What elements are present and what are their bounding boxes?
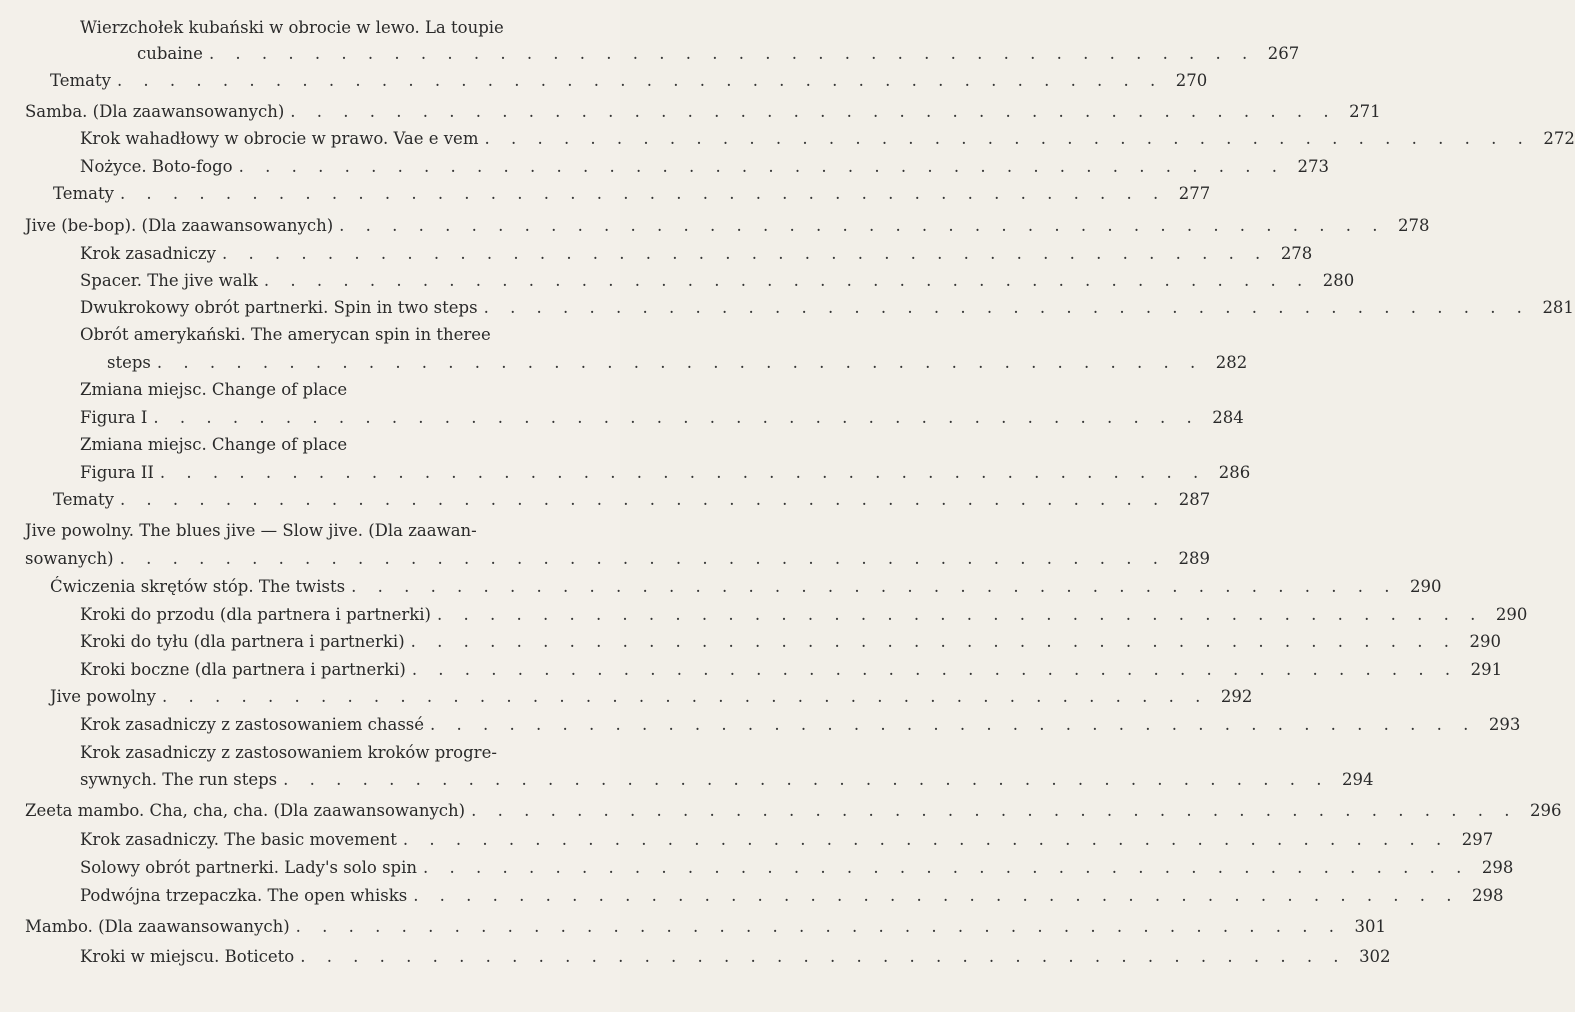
toc-page-number: 298 xyxy=(1472,886,1504,905)
dot-leader: . . . . . . . . . . . . . . . . . . . . . . . . . . . . . . . . . . . . . . . . xyxy=(119,184,1167,203)
toc-entry-title: Podwójna trzepaczka. The open whisks xyxy=(80,886,408,905)
toc-line xyxy=(25,547,1210,571)
toc-entry-title: Wierzchołek kubański w obrocie w lewo. La toupie xyxy=(80,18,504,37)
dot-leader: . . . . . . . . . . . . . . . . . . . . . . . . . . . . . . . . . . . . . . . . xyxy=(290,102,1337,121)
toc-page-number: 271 xyxy=(1349,102,1381,121)
toc-entry-title: Krok zasadniczy z zastosowaniem kroków progre- xyxy=(80,743,497,762)
toc-entry-title: Zmiana miejsc. Change of place xyxy=(80,380,348,399)
toc-entry-title: Kroki do tyłu (dla partnera i partnerki) xyxy=(80,632,405,651)
toc-line xyxy=(80,155,1329,179)
toc-page-number: 277 xyxy=(1178,184,1211,203)
toc-line xyxy=(80,433,600,457)
toc-page-number: 286 xyxy=(1218,463,1251,482)
toc-line xyxy=(25,799,1562,823)
toc-entry-title: Tematy xyxy=(50,71,111,90)
toc-page-number: 281 xyxy=(1542,298,1574,317)
toc-entry-title: Tematy xyxy=(53,490,114,509)
toc-page-number: 293 xyxy=(1488,715,1521,734)
toc-entry-title: Obrót amerykański. The amerycan spin in theree xyxy=(80,325,491,344)
toc-page-number: 290 xyxy=(1409,577,1442,596)
dot-leader: . . . . . . . . . . . . . . . . . . . . . . . . . . . . . . . . . . . . . . . . xyxy=(263,271,1311,290)
dot-leader: . . . . . . . . . . . . . . . . . . . . . . . . . . . . . . . . . . . . . . . . xyxy=(238,157,1285,176)
toc-line xyxy=(50,575,1442,599)
toc-line xyxy=(80,630,1502,654)
toc-page-number: 280 xyxy=(1322,271,1355,290)
toc-line xyxy=(80,741,600,765)
toc-line xyxy=(137,42,1300,66)
toc-entry-title: sowanych) xyxy=(25,549,114,568)
toc-entry-title: cubaine xyxy=(137,44,203,63)
toc-line xyxy=(80,378,600,402)
toc-entry-title: Ćwiczenia skrętów stóp. The twists xyxy=(50,577,346,596)
toc-entry-title: Kroki w miejscu. Boticeto xyxy=(80,947,295,966)
toc-entry-title: Figura II xyxy=(80,463,154,482)
toc-entry-title: Zmiana miejsc. Change of place xyxy=(80,435,348,454)
dot-leader: . . . . . . . . . . . . . . . . . . . . . . . . . . . . . . . . . . . . . . . . xyxy=(119,549,1166,568)
toc-entry-title: Figura I xyxy=(80,408,148,427)
toc-entry-title: Jive powolny. The blues jive — Slow jive. (Dla zaawan- xyxy=(25,521,477,540)
dot-leader: . . . . . . . . . . . . . . . . . . . . . . . . . . . . . . . . . . . . . . . . xyxy=(402,830,1450,849)
toc-page-number: 273 xyxy=(1297,157,1329,176)
dot-leader: . . . . . . . . . . . . . . . . . . . . . . . . . . . . . . . . . . . . . . . . xyxy=(423,858,1470,877)
toc-line xyxy=(50,69,1208,93)
toc-page-number: 301 xyxy=(1354,917,1387,936)
dot-leader: . . . . . . . . . . . . . . . . . . . . . . . . . . . . . . . . . . . . . . . . xyxy=(295,917,1343,936)
toc-entry-title: Spacer. The jive walk xyxy=(80,271,258,290)
dot-leader: . . . . . . . . . . . . . . . . . . . . . . . . . . . . . . . . . . . . . . . . xyxy=(430,715,1477,734)
toc-line xyxy=(80,242,1313,266)
toc-page-number: 302 xyxy=(1359,947,1391,966)
dot-leader: . . . . . . . . . . . . . . . . . . . . . . . . . . . . . . . . . . . . . . . . xyxy=(483,298,1530,317)
toc-entry-title: Krok zasadniczy xyxy=(80,244,216,263)
toc-entry-title: Samba. (Dla zaawansowanych) xyxy=(25,102,285,121)
toc-page-number: 270 xyxy=(1175,71,1208,90)
dot-leader: . . . . . . . . . . . . . . . . . . . . . . . . . . . . . . . . . . . . . . . . xyxy=(437,605,1484,624)
toc-line xyxy=(25,519,600,543)
dot-leader: . . . . . . . . . . . . . . . . . . . . . . . . . . . . . . . . . . . . . . . . xyxy=(413,886,1460,905)
toc-entry-title: Krok wahadłowy w obrocie w prawo. Vae e vem xyxy=(80,129,479,148)
dot-leader: . . . . . . . . . . . . . . . . . . . . . . . . . . . . . . . . . . . . . . . . xyxy=(410,632,1458,651)
toc-page-number: 294 xyxy=(1342,770,1374,789)
toc-line xyxy=(25,100,1381,124)
toc-line xyxy=(80,296,1574,320)
toc-page-number: 284 xyxy=(1212,408,1244,427)
toc-line xyxy=(80,323,600,347)
toc-entry-title: Mambo. (Dla zaawansowanych) xyxy=(25,917,290,936)
toc-line xyxy=(80,603,1528,627)
toc-page-number: 291 xyxy=(1470,660,1503,679)
toc-line xyxy=(107,351,1248,375)
toc-page-number: 292 xyxy=(1220,687,1253,706)
dot-leader: . . . . . . . . . . . . . . . . . . . . . . . . . . . . . . . . . . . . . . . . xyxy=(156,353,1204,372)
toc-entry-title: Jive powolny xyxy=(50,687,157,706)
toc-line xyxy=(80,16,600,40)
toc-line xyxy=(80,406,1244,430)
toc-page-number: 290 xyxy=(1469,632,1502,651)
toc-line xyxy=(80,828,1494,852)
toc-entry-title: Dwukrokowy obrót partnerki. Spin in two steps xyxy=(80,298,478,317)
toc-line xyxy=(53,182,1211,206)
dot-leader: . . . . . . . . . . . . . . . . . . . . . . . . . . . . . . . . . . . . . . . . xyxy=(484,129,1531,148)
toc-entry-title: Zeeta mambo. Cha, cha, cha. (Dla zaawansowanych) xyxy=(25,801,466,820)
toc-entry-title: Jive (be-bop). (Dla zaawansowanych) xyxy=(25,216,334,235)
toc-page-number: 267 xyxy=(1267,44,1300,63)
dot-leader: . . . . . . . . . . . . . . . . . . . . . . . . . . . . . . . . . . . . . . . . xyxy=(300,947,1347,966)
dot-leader: . . . . . . . . . . . . . . . . . . . . . . . . . . . . . . . . . . . . . . . . xyxy=(162,687,1209,706)
dot-leader: . . . . . . . . . . . . . . . . . . . . . . . . . . . . . . . . . . . . . . . . xyxy=(153,408,1200,427)
dot-leader: . . . . . . . . . . . . . . . . . . . . . . . . . . . . . . . . . . . . . . . . xyxy=(351,577,1398,596)
toc-page-number: 298 xyxy=(1481,858,1514,877)
dot-leader: . . . . . . . . . . . . . . . . . . . . . . . . . . . . . . . . . . . . . . . . xyxy=(471,801,1518,820)
toc-page-number: 290 xyxy=(1495,605,1528,624)
toc-entry-title: Tematy xyxy=(53,184,114,203)
toc-entry-title: Solowy obrót partnerki. Lady's solo spin xyxy=(80,858,418,877)
toc-page-number: 278 xyxy=(1398,216,1430,235)
toc-line xyxy=(80,658,1503,682)
toc-line xyxy=(80,269,1355,293)
toc-entry-title: Nożyce. Boto-fogo xyxy=(80,157,233,176)
toc-line xyxy=(80,945,1391,969)
toc-line xyxy=(80,461,1251,485)
dot-leader: . . . . . . . . . . . . . . . . . . . . . . . . . . . . . . . . . . . . . . . . xyxy=(339,216,1386,235)
toc-line xyxy=(80,884,1504,908)
dot-leader: . . . . . . . . . . . . . . . . . . . . . . . . . . . . . . . . . . . . . . . . xyxy=(283,770,1330,789)
toc-page-number: 297 xyxy=(1461,830,1494,849)
dot-leader: . . . . . . . . . . . . . . . . . . . . . . . . . . . . . . . . . . . . . . . . xyxy=(159,463,1207,482)
toc-page-number: 287 xyxy=(1178,490,1211,509)
toc-line xyxy=(50,685,1253,709)
toc-line xyxy=(80,713,1521,737)
toc-page-number: 289 xyxy=(1178,549,1210,568)
toc-page-number: 296 xyxy=(1529,801,1562,820)
dot-leader: . . . . . . . . . . . . . . . . . . . . . . . . . . . . . . . . . . . . . . . . xyxy=(221,244,1269,263)
toc-line xyxy=(25,915,1387,939)
toc-entry-title: Krok zasadniczy. The basic movement xyxy=(80,830,397,849)
toc-line xyxy=(80,856,1514,880)
toc-entry-title: Kroki do przodu (dla partnera i partnerki) xyxy=(80,605,431,624)
toc-line xyxy=(25,214,1430,238)
toc-line xyxy=(80,768,1374,792)
dot-leader: . . . . . . . . . . . . . . . . . . . . . . . . . . . . . . . . . . . . . . . . xyxy=(411,660,1459,679)
toc-entry-title: Krok zasadniczy z zastosowaniem chassé xyxy=(80,715,425,734)
dot-leader: . . . . . . . . . . . . . . . . . . . . . . . . . . . . . . . . . . . . . . . . xyxy=(116,71,1164,90)
toc-page-number: 272 xyxy=(1543,129,1575,148)
toc-page-number: 282 xyxy=(1215,353,1248,372)
toc-line xyxy=(53,488,1211,512)
toc-entry-title: steps xyxy=(107,353,151,372)
dot-leader: . . . . . . . . . . . . . . . . . . . . . . . . . . . . . . . . . . . . . . . . xyxy=(119,490,1167,509)
toc-entry-title: sywnych. The run steps xyxy=(80,770,278,789)
toc-page-number: 278 xyxy=(1280,244,1313,263)
dot-leader: . . . . . . . . . . . . . . . . . . . . . . . . . . . . . . . . . . . . . . . . xyxy=(208,44,1256,63)
toc-entry-title: Kroki boczne (dla partnera i partnerki) xyxy=(80,660,406,679)
toc-line xyxy=(80,127,1575,151)
